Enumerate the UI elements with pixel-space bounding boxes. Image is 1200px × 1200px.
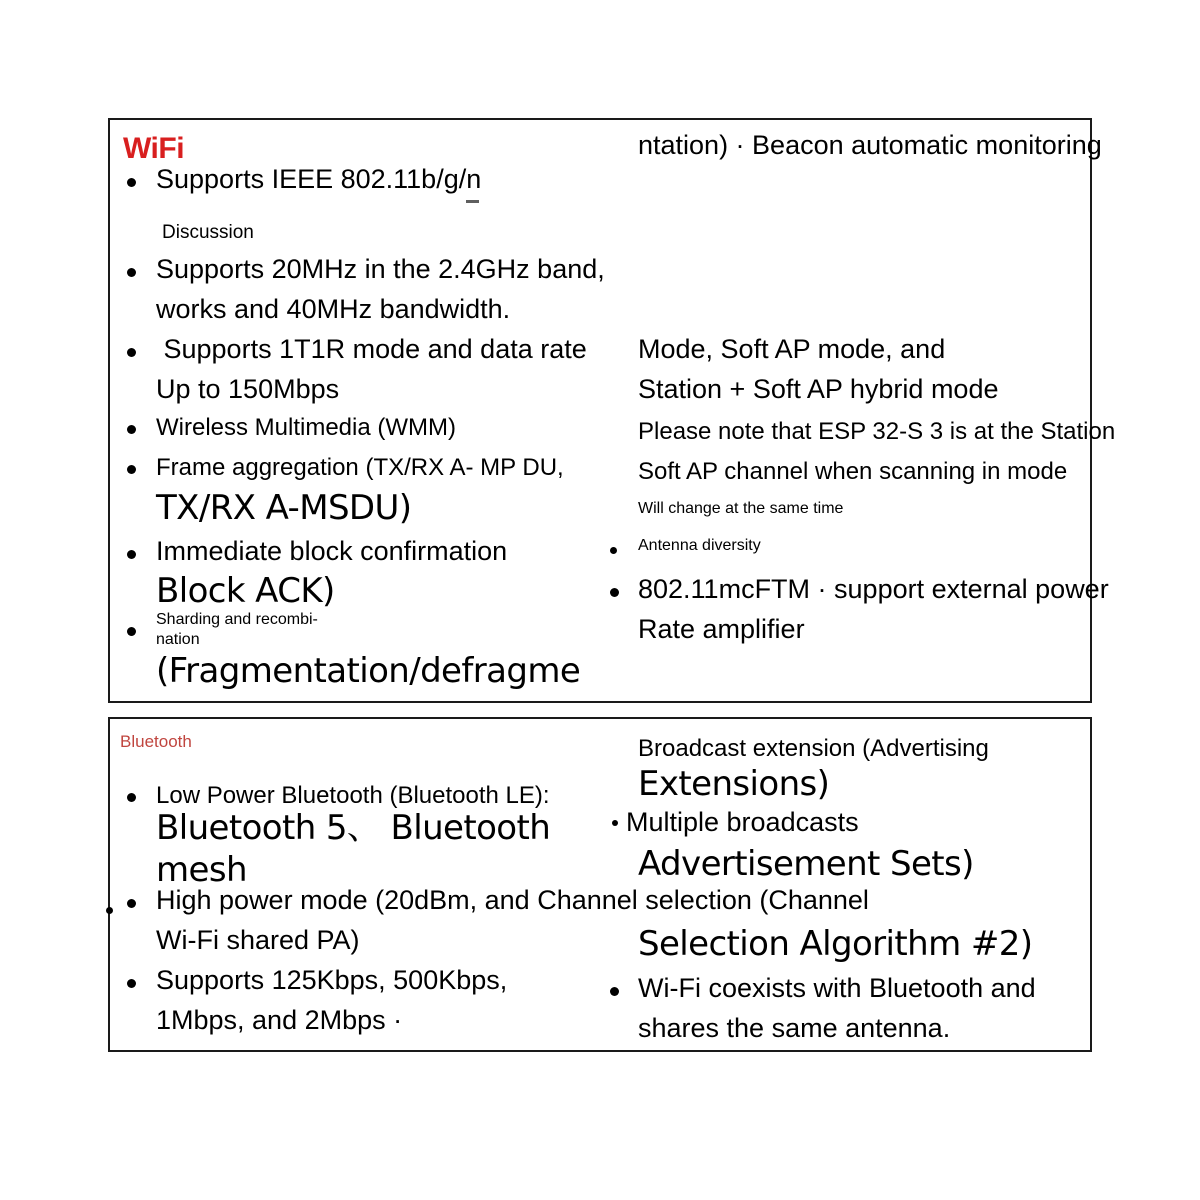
wifi-right-line-3: Station + Soft AP hybrid mode bbox=[638, 374, 999, 404]
bt-left-line-7: 1Mbps, and 2Mbps · bbox=[156, 1005, 403, 1035]
wifi-right-line-8: 802.11mcFTM · support external power bbox=[638, 574, 1109, 604]
bullet-icon bbox=[127, 793, 136, 802]
bluetooth-section-heading: Bluetooth bbox=[120, 732, 192, 751]
bullet-icon bbox=[127, 899, 136, 908]
wifi-left-line-6: Up to 150Mbps bbox=[156, 374, 340, 404]
wifi-left-line-9: TX/RX A-MSDU) bbox=[156, 488, 412, 528]
bullet-icon bbox=[612, 820, 618, 826]
bluetooth-spec-panel bbox=[108, 717, 1092, 1052]
wifi-left-line-2: Discussion bbox=[162, 222, 254, 243]
wifi-right-line-1: ntation) · Beacon automatic monitoring bbox=[638, 130, 1102, 160]
wifi-right-line-9: Rate amplifier bbox=[638, 614, 805, 644]
wifi-right-line-6: Will change at the same time bbox=[638, 500, 844, 517]
bullet-icon-overlapping bbox=[106, 907, 113, 914]
wifi-right-line-5: Soft AP channel when scanning in mode bbox=[638, 458, 1068, 485]
wifi-left-line-1: Supports IEEE 802.11b/g/n bbox=[156, 164, 482, 194]
bt-left-line-4: High power mode (20dBm, and Channel selection (Channel bbox=[156, 885, 869, 915]
artifact-mark bbox=[466, 200, 479, 203]
bullet-icon bbox=[127, 550, 136, 559]
bt-right-line-1: Broadcast extension (Advertising bbox=[638, 735, 989, 762]
wifi-left-line-14: (Fragmentation/defragme bbox=[156, 651, 581, 691]
bt-right-line-7: shares the same antenna. bbox=[638, 1013, 951, 1043]
bt-left-line-6: Supports 125Kbps, 500Kbps, bbox=[156, 965, 508, 995]
bullet-icon bbox=[127, 425, 136, 434]
bt-right-line-3: Multiple broadcasts bbox=[626, 807, 859, 837]
wifi-left-line-12: Sharding and recombi- bbox=[156, 611, 318, 628]
wifi-left-line-8: Frame aggregation (TX/RX A- MP DU, bbox=[156, 454, 564, 481]
bt-right-line-6: Wi-Fi coexists with Bluetooth and bbox=[638, 973, 1036, 1003]
bullet-icon bbox=[127, 348, 136, 357]
bt-left-line-2: Bluetooth 5、 Bluetooth bbox=[156, 808, 551, 848]
bt-left-line-1: Low Power Bluetooth (Bluetooth LE): bbox=[156, 782, 550, 809]
bt-right-line-4: Advertisement Sets) bbox=[638, 844, 974, 884]
bullet-icon bbox=[610, 547, 617, 554]
wifi-left-line-3: Supports 20MHz in the 2.4GHz band, bbox=[156, 254, 605, 284]
wifi-right-line-4: Please note that ESP 32-S 3 is at the Station bbox=[638, 418, 1116, 445]
wifi-right-line-2: Mode, Soft AP mode, and bbox=[638, 334, 946, 364]
wifi-spec-panel bbox=[108, 118, 1116, 703]
wifi-left-line-10: Immediate block confirmation bbox=[156, 536, 508, 566]
bullet-icon bbox=[610, 588, 619, 597]
bullet-icon bbox=[127, 465, 136, 474]
bt-right-line-2: Extensions) bbox=[638, 764, 830, 804]
wifi-left-line-4: works and 40MHz bandwidth. bbox=[156, 294, 511, 324]
bullet-icon bbox=[127, 979, 136, 988]
bullet-icon bbox=[127, 178, 136, 187]
bt-right-line-5: Selection Algorithm #2) bbox=[638, 924, 1033, 964]
wifi-left-line-13: nation bbox=[156, 631, 200, 648]
wifi-left-line-11: Block ACK) bbox=[156, 571, 335, 611]
wifi-section-heading: WiFi bbox=[123, 132, 185, 165]
bullet-icon bbox=[127, 627, 136, 636]
bt-left-line-5: Wi-Fi shared PA) bbox=[156, 925, 360, 955]
wifi-left-line-7: Wireless Multimedia (WMM) bbox=[156, 414, 456, 441]
wifi-left-line-5: Supports 1T1R mode and data rate bbox=[156, 334, 587, 364]
wifi-right-line-7: Antenna diversity bbox=[638, 537, 761, 554]
bullet-icon bbox=[610, 987, 619, 996]
bullet-icon bbox=[127, 268, 136, 277]
bt-left-line-3: mesh bbox=[156, 850, 247, 890]
